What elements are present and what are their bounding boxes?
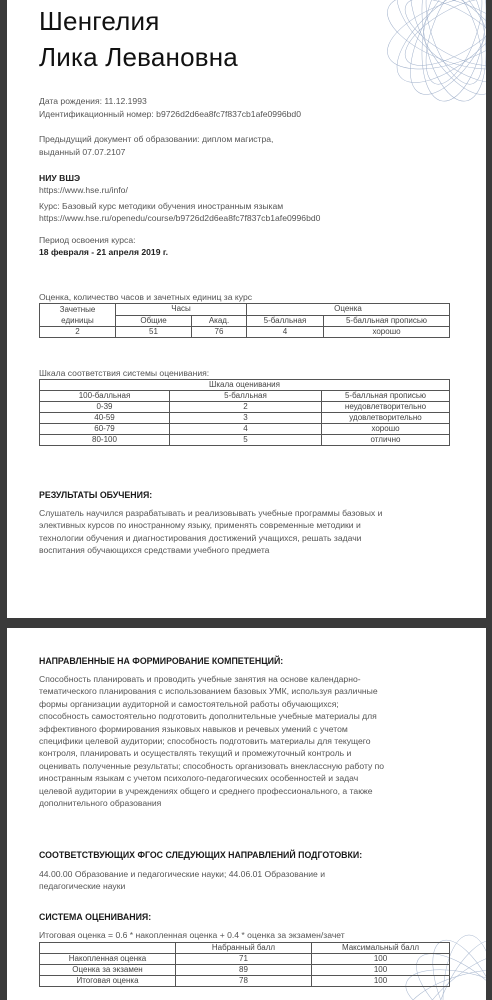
text-line: иностранным языкам с учетом психолого-педагогических особенностей и задач bbox=[39, 773, 359, 784]
results-title: РЕЗУЛЬТАТЫ ОБУЧЕНИЯ: bbox=[39, 490, 153, 500]
table-cell: 89 bbox=[176, 965, 312, 976]
table-cell: 100 bbox=[312, 976, 450, 987]
text-line: оценивать полученные результаты; способность организовать внеклассную работу по bbox=[39, 760, 385, 771]
header-acad-hours: Акад. bbox=[192, 315, 247, 327]
table-cell: 71 bbox=[176, 954, 312, 965]
header-5-scale: 5-балльная bbox=[247, 315, 324, 327]
assessment-table bbox=[39, 942, 450, 987]
table-cell: 40-59 bbox=[40, 413, 170, 424]
table-cell: Оценка за экзамен bbox=[40, 965, 176, 976]
text-line: элективных курсов по иностранному языку, применять современные методики и bbox=[39, 520, 361, 531]
given-names: Лика Левановна bbox=[39, 42, 238, 72]
header-grade: Оценка bbox=[247, 304, 450, 316]
header-total-hours: Общие bbox=[116, 315, 192, 327]
fgos-text bbox=[39, 868, 459, 893]
scale-col-5: 5-балльная bbox=[170, 391, 322, 402]
acad-hours-value: 76 bbox=[192, 327, 247, 338]
scale-col-100: 100-балльная bbox=[40, 391, 170, 402]
results-text bbox=[39, 507, 459, 557]
document-page-1 bbox=[7, 0, 486, 618]
table-cell: хорошо bbox=[322, 424, 450, 435]
grade-5-value: 4 bbox=[247, 327, 324, 338]
text-line: специфики целевой аудитории; способность подготовить материалы для текущего bbox=[39, 736, 371, 747]
table-row bbox=[40, 965, 450, 976]
table-header-cell bbox=[40, 943, 176, 954]
text-line: эффективного формирования языковых навыков и речевых умений с учетом bbox=[39, 723, 348, 734]
assessment-formula: Итоговая оценка = 0.6 * накопленная оценка + 0.4 * оценка за экзамен/зачет bbox=[39, 930, 345, 940]
table-cell: Итоговая оценка bbox=[40, 976, 176, 987]
scale-header: Шкала оценивания bbox=[40, 380, 450, 391]
table-cell: Накопленная оценка bbox=[40, 954, 176, 965]
table-cell: 80-100 bbox=[40, 435, 170, 446]
grade-words-value: хорошо bbox=[324, 327, 450, 338]
period-value: 18 февраля - 21 апреля 2019 г. bbox=[39, 247, 168, 257]
document-page-2 bbox=[7, 628, 486, 1000]
text-line: контроля, планировать и осуществлять текущий и промежуточный контроль и bbox=[39, 748, 352, 759]
total-hours-value: 51 bbox=[116, 327, 192, 338]
institution-name: НИУ ВШЭ bbox=[39, 173, 81, 183]
competencies-text bbox=[39, 673, 459, 809]
course-url: https://www.hse.ru/openedu/course/b9726d2d6ea8fc7f837cb1afe0996bd0 bbox=[39, 213, 321, 223]
scale-col-words: 5-балльная прописью bbox=[322, 391, 450, 402]
grades-table bbox=[39, 303, 450, 338]
table-row bbox=[40, 976, 450, 987]
table-cell: 5 bbox=[170, 435, 322, 446]
text-line: воспитания обучающихся средствами учебного предмета bbox=[39, 545, 270, 556]
course-title: Курс: Базовый курс методики обучения иностранным языкам bbox=[39, 201, 284, 211]
table-row bbox=[40, 435, 450, 446]
header-hours: Часы bbox=[116, 304, 247, 316]
header-credits: Зачетные единицы bbox=[40, 304, 116, 327]
table-cell: удовлетворительно bbox=[322, 413, 450, 424]
table-cell: 60-79 bbox=[40, 424, 170, 435]
text-line: дополнительного образования bbox=[39, 798, 162, 809]
table-cell: 78 bbox=[176, 976, 312, 987]
table-cell: неудовлетворительно bbox=[322, 402, 450, 413]
table-cell: 100 bbox=[312, 965, 450, 976]
grades-table-caption: Оценка, количество часов и зачетных единиц за курс bbox=[39, 292, 253, 302]
table-cell: 100 bbox=[312, 954, 450, 965]
text-line: формы организации аудиторной и самостоятельной работы обучающихся; bbox=[39, 698, 339, 709]
header-5-scale-words: 5-балльная прописью bbox=[324, 315, 450, 327]
credits-value: 2 bbox=[40, 327, 116, 338]
decorative-guilloche-pattern bbox=[364, 0, 486, 122]
table-header-cell: Максимальный балл bbox=[312, 943, 450, 954]
table-header-cell: Набранный балл bbox=[176, 943, 312, 954]
text-line: способность самостоятельно подготовить дополнительные учебные материалы для bbox=[39, 711, 377, 722]
table-row bbox=[40, 424, 450, 435]
period-label: Период освоения курса: bbox=[39, 235, 136, 245]
text-line: технологии обучения и диагностирования достижений учащихся, решать задачи bbox=[39, 532, 362, 543]
table-cell: 2 bbox=[170, 402, 322, 413]
text-line: педагогические науки bbox=[39, 881, 126, 892]
birth-date: Дата рождения: 11.12.1993 bbox=[39, 96, 147, 106]
text-line: целевой аудитории в учреждениях общего и среднего профессионального, а также bbox=[39, 785, 373, 796]
table-cell: 3 bbox=[170, 413, 322, 424]
text-line: Способность планировать и проводить учебные занятия на основе календарно- bbox=[39, 674, 361, 684]
table-cell: отлично bbox=[322, 435, 450, 446]
scale-table bbox=[39, 379, 450, 446]
previous-document-line2: выданный 07.07.2107 bbox=[39, 147, 126, 157]
table-cell: 0-39 bbox=[40, 402, 170, 413]
text-line: 44.00.00 Образование и педагогические науки; 44.06.01 Образование и bbox=[39, 869, 326, 879]
text-line: тематического планирования с использованием базовых УМК, используя различные bbox=[39, 686, 378, 697]
assessment-title: СИСТЕМА ОЦЕНИВАНИЯ: bbox=[39, 912, 152, 922]
previous-document-line1: Предыдущий документ об образовании: диплом магистра, bbox=[39, 134, 274, 144]
table-cell: 4 bbox=[170, 424, 322, 435]
text-line: Слушатель научился разрабатывать и реализовывать учебные программы базовых и bbox=[39, 508, 383, 518]
id-number: Идентификационный номер: b9726d2d6ea8fc7f837cb1afe0996bd0 bbox=[39, 109, 301, 119]
table-row bbox=[40, 402, 450, 413]
surname: Шенгелия bbox=[39, 6, 160, 36]
table-row bbox=[40, 954, 450, 965]
institution-url: https://www.hse.ru/info/ bbox=[39, 185, 128, 195]
competencies-title: НАПРАВЛЕННЫЕ НА ФОРМИРОВАНИЕ КОМПЕТЕНЦИЙ: bbox=[39, 656, 284, 666]
table-row bbox=[40, 413, 450, 424]
scale-table-caption: Шкала соответствия системы оценивания: bbox=[39, 368, 210, 378]
fgos-title: СООТВЕТСТВУЮЩИХ ФГОС СЛЕДУЮЩИХ НАПРАВЛЕНИЙ ПОДГОТОВКИ: bbox=[39, 850, 363, 860]
